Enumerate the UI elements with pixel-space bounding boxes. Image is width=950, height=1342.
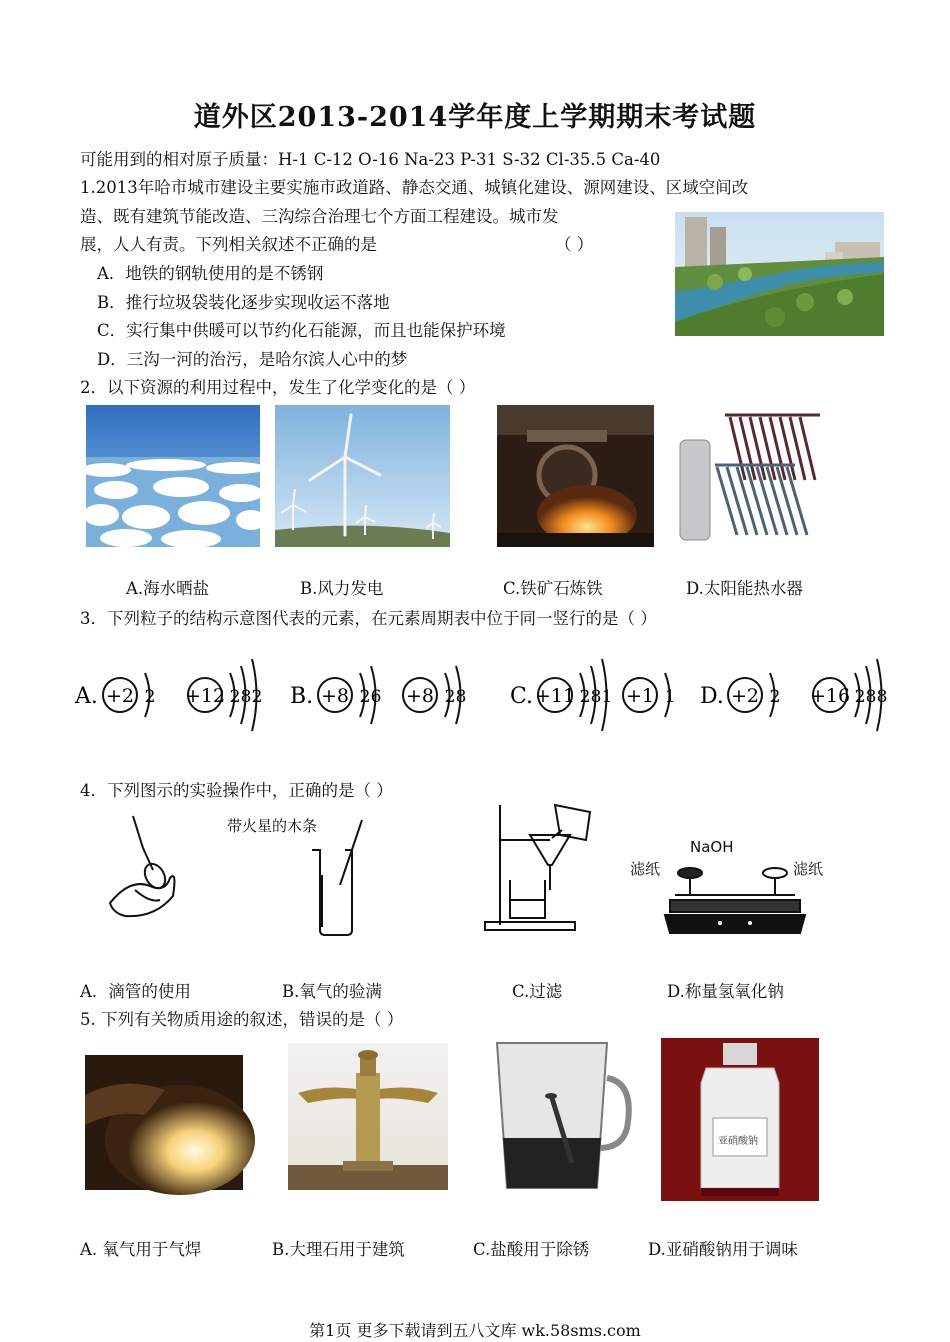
page-title: 道外区2013-2014学年度上学期期末考试题 (193, 102, 757, 133)
rust-removal-photo (467, 1038, 635, 1196)
electron-count: 8 (455, 687, 467, 707)
solar-water-heater-photo (675, 405, 825, 547)
q1-option-a: A．地铁的钢轨使用的是不锈钢 (97, 264, 324, 283)
nucleus-charge: +8 (405, 685, 435, 707)
electron-count: 1 (664, 687, 676, 707)
q4-label-d: D.称量氢氧化钠 (667, 982, 784, 1001)
electron-count: 2 (359, 687, 371, 707)
electron-count: 2 (444, 687, 456, 707)
q3-option-letter: C. (510, 684, 534, 709)
gas-bottle-figure (300, 815, 380, 940)
gas-welding-photo (85, 1055, 243, 1190)
q4-fig-label-d-left: 滤纸 (630, 860, 661, 878)
wind-turbine-photo (275, 405, 450, 547)
q5-label-c: C.盐酸用于除锈 (473, 1240, 590, 1259)
electron-count: 2 (854, 687, 866, 707)
q1-option-c: C．实行集中供暖可以节约化石能源，而且也能保护环境 (97, 321, 506, 340)
nucleus-charge: +12 (184, 685, 226, 707)
q2-label-b: B.风力发电 (300, 579, 384, 598)
q1-option-b: B．推行垃圾袋装化逐步实现收运不落地 (97, 293, 390, 312)
q2-stem: 2．以下资源的利用过程中，发生了化学变化的是（ ） (80, 378, 476, 397)
nucleus-charge: +2 (730, 685, 760, 707)
electron-count: 8 (590, 687, 602, 707)
q3-stem: 3．下列粒子的结构示意图代表的元素，在元素周期表中位于同一竖行的是（ ） (80, 609, 657, 628)
city-river-photo (675, 212, 884, 336)
electron-count: 2 (579, 687, 591, 707)
nucleus-charge: +11 (534, 685, 576, 707)
q4-fig-label-d-right: 滤纸 (793, 860, 824, 878)
atomic-masses: 可能用到的相对原子质量：H-1 C-12 O-16 Na-23 P-31 S-32 Cl-35.5 Ca-40 (80, 150, 661, 169)
q2-label-a: A.海水晒盐 (126, 579, 210, 598)
dropper-figure (95, 808, 190, 928)
q5-label-a: A. 氧气用于气焊 (80, 1240, 202, 1259)
electron-count: 2 (229, 687, 241, 707)
sea-salt-photo (86, 405, 260, 547)
q4-label-b: B.氧气的验满 (282, 982, 382, 1001)
nucleus-charge: +16 (809, 685, 851, 707)
q1-answer-paren: （ ） (555, 235, 594, 254)
filtration-figure (480, 800, 600, 935)
marble-column-photo (288, 1043, 448, 1190)
q1-option-d: D．三沟一河的治污，是哈尔滨人心中的梦 (97, 350, 408, 369)
q4-label-a: A．滴管的使用 (80, 982, 191, 1001)
electron-count: 2 (144, 687, 156, 707)
q3-option-letter: B. (290, 684, 314, 709)
q5-label-d: D.亚硝酸钠用于调味 (648, 1240, 798, 1259)
q4-fig-label-d-mid: NaOH (690, 838, 734, 856)
q3-option-letter: D. (700, 684, 724, 709)
q2-label-c: C.铁矿石炼铁 (503, 579, 603, 598)
nucleus-charge: +8 (320, 685, 350, 707)
q5-stem: 5. 下列有关物质用途的叙述，错误的是（ ） (80, 1010, 404, 1029)
electron-count: 6 (370, 687, 382, 707)
q1-stem-line2: 造、既有建筑节能改造、三沟综合治理七个方面工程建设。城市发 (80, 207, 559, 226)
electron-count: 8 (865, 687, 877, 707)
iron-smelting-photo (497, 405, 654, 547)
electron-count: 8 (240, 687, 252, 707)
q1-stem-line1: 1.2013年哈市城市建设主要实施市政道路、静态交通、城镇化建设、源网建设、区域空间改 (80, 178, 749, 197)
page-footer: 第1页 更多下载请到五八文库 wk.58sms.com (309, 1321, 641, 1340)
q4-label-c: C.过滤 (512, 982, 563, 1001)
electron-count: 2 (251, 687, 263, 707)
electron-count: 1 (601, 687, 613, 707)
atom-structure-diagrams (75, 645, 888, 745)
q1-stem-line3: 展，人人有责。下列相关叙述不正确的是 (80, 235, 377, 254)
bottle-label: 亚硝酸钠 (718, 1136, 758, 1147)
electron-count: 2 (769, 687, 781, 707)
q2-label-d: D.太阳能热水器 (686, 579, 803, 598)
q5-label-b: B.大理石用于建筑 (272, 1240, 405, 1259)
balance-scale-figure (660, 855, 810, 940)
nucleus-charge: +1 (625, 685, 655, 707)
q4-fig-label-b: 带火星的木条 (227, 817, 318, 835)
nucleus-charge: +2 (105, 685, 135, 707)
q4-stem: 4．下列图示的实验操作中，正确的是（ ） (80, 781, 393, 800)
sodium-nitrite-bottle-photo (661, 1038, 819, 1201)
q3-option-letter: A. (75, 684, 98, 709)
electron-count: 8 (876, 687, 888, 707)
